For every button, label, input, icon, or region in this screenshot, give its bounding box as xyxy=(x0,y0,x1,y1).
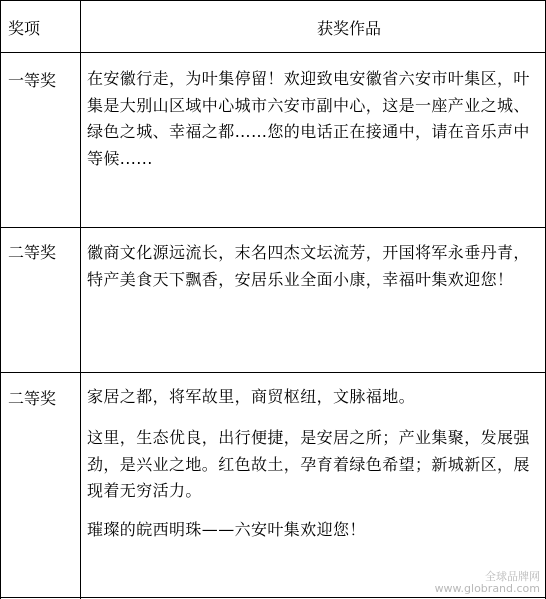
row-3-paragraph-1: 家居之都，将军故里，商贸枢纽，文脉福地。 xyxy=(87,387,416,406)
row-2-paragraph: 徽商文化源远流长，末名四杰文坛流芳，开国将军永垂丹青，特产美食天下飘香，安居乐业全面小康，幸福叶集欢迎您！ xyxy=(87,243,530,289)
table-border-left xyxy=(0,0,1,599)
table-border-top xyxy=(0,0,546,1)
header-divider xyxy=(0,52,546,53)
watermark-line-2: www.globrand.com xyxy=(434,582,540,595)
table-border-bottom xyxy=(0,597,546,598)
row-divider-2 xyxy=(0,372,546,373)
watermark-line-1: 全球品牌网 xyxy=(485,570,540,583)
header-work: 获奖作品 xyxy=(317,19,382,38)
row-1-paragraph: 在安徽行走，为叶集停留！欢迎致电安徽省六安市叶集区，叶集是大别山区域中心城市六安市副中心，这是一座产业之城、绿色之城、幸福之都……您的电话正在接通中，请在音乐声中等候...... xyxy=(87,69,530,168)
watermark xyxy=(435,571,540,595)
row-3-paragraph-3: 璀璨的皖西明珠——六安叶集欢迎您！ xyxy=(87,520,366,539)
header-award: 奖项 xyxy=(8,19,41,38)
row-divider-1 xyxy=(0,227,546,228)
row-2-rank: 二等奖 xyxy=(8,243,57,262)
column-divider xyxy=(80,0,81,599)
row-3-rank: 二等奖 xyxy=(8,389,57,408)
row-3-paragraph-2: 这里，生态优良，出行便捷，是安居之所；产业集聚，发展强劲，是兴业之地。红色故土，孕育着绿色希望；新城新区，展现着无穷活力。 xyxy=(87,428,530,500)
row-1-rank: 一等奖 xyxy=(8,71,57,90)
